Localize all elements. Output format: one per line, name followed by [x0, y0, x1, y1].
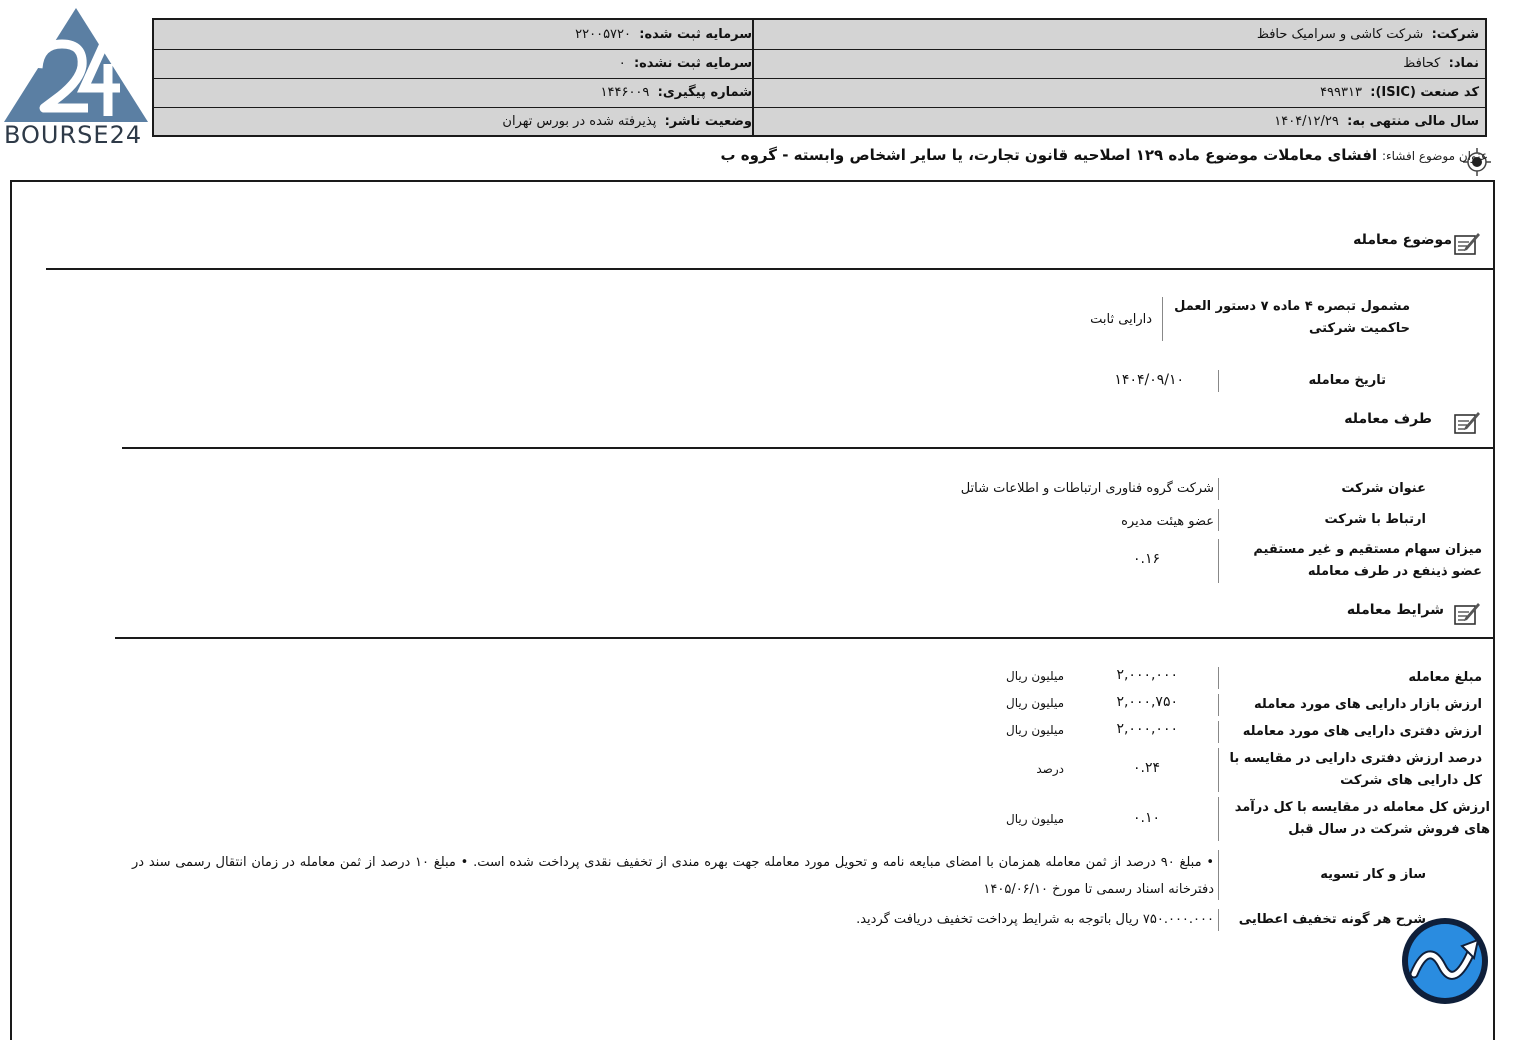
book-value-label: ارزش دفتری دارایی های مورد معامله [1242, 724, 1482, 739]
capital-registered-value: ۲۲۰۰۵۷۲۰ [575, 27, 631, 42]
company-label: شرکت: [1431, 27, 1479, 42]
field-separator [1218, 797, 1219, 841]
section-divider [122, 447, 1493, 449]
publisher-status-label: وضعیت ناشر: [664, 114, 752, 129]
disclosure-subject [720, 146, 1488, 164]
capital-registered-cell [154, 20, 758, 49]
capital-unregistered-value: ۰ [618, 56, 626, 71]
settlement-value: • مبلغ ۹۰ درصد از ثمن معامله همزمان با امضای مبایعه نامه و تحویل مورد معامله جهت بهره مندی از تخفیف نقدی پرداخت شده است. • مبلغ ۱۰ درصد از ثمن معامله در زمان انتقال رسمی سند در دفترخانه اسناد رسمی تا مورخ ۱۴۰۵/۰۶/۱۰ [132, 855, 1214, 897]
section-title-terms: شرایط معامله [1346, 602, 1444, 618]
publisher-status-value: پذیرفته شده در بورس تهران [502, 114, 657, 129]
logo-text: BOURSE24 [4, 121, 143, 149]
info-row [154, 107, 1485, 136]
capital-unregistered-label: سرمایه ثبت نشده: [633, 56, 752, 71]
tracking-label: شماره پیگیری: [657, 85, 752, 100]
revenue-ratio-value: ۰.۱۰ [1132, 810, 1160, 826]
subject-value: افشای معاملات موضوع ماده ۱۲۹ اصلاحیه قانون تجارت، یا سایر اشخاص وابسته - گروه ب [720, 146, 1378, 164]
field-separator [1218, 748, 1219, 792]
discount-label: شرح هر گونه تخفیف اعطایی [1238, 912, 1426, 927]
revenue-ratio-unit: میلیون ریال [1006, 812, 1064, 826]
book-value-unit: میلیون ریال [1006, 723, 1064, 737]
field-separator [1218, 478, 1219, 500]
transaction-date-value: ۱۴۰۴/۰۹/۱۰ [1114, 372, 1184, 388]
field-separator [1218, 539, 1219, 583]
edit-note-icon [1453, 230, 1481, 256]
transaction-date-label: تاریخ معامله [1308, 373, 1386, 388]
governance-value: دارایی ثابت [1090, 312, 1152, 327]
book-value-percent-unit: درصد [1036, 762, 1064, 776]
market-value-value: ۲,۰۰۰,۷۵۰ [1116, 694, 1178, 710]
field-separator [1218, 909, 1219, 931]
shares-label: میزان سهام مستقیم و غیر مستقیم عضو ذینفع در طرف معامله [1253, 542, 1482, 579]
edit-note-icon [1453, 409, 1481, 435]
symbol-cell [754, 49, 1485, 78]
party-company-value: شرکت گروه فناوری ارتباطات و اطلاعات شاتل [960, 481, 1214, 496]
amount-value: ۲,۰۰۰,۰۰۰ [1116, 667, 1178, 683]
fiscal-year-label: سال مالی منتهی به: [1347, 114, 1479, 129]
settlement-label: ساز و کار تسویه [1320, 867, 1426, 882]
publisher-status-cell [154, 107, 758, 136]
field-separator [1218, 694, 1219, 716]
field-separator [1218, 370, 1219, 392]
market-value-unit: میلیون ریال [1006, 696, 1064, 710]
capital-registered-label: سرمایه ثبت شده: [639, 27, 752, 42]
section-divider [46, 268, 1493, 270]
isic-value: ۴۹۹۳۱۳ [1320, 85, 1362, 100]
isic-cell [754, 78, 1485, 107]
trend-chart-badge-icon [1400, 916, 1490, 1006]
relation-label: ارتباط با شرکت [1324, 512, 1426, 527]
tracking-cell [154, 78, 758, 107]
field-separator [1218, 667, 1219, 689]
capital-unregistered-cell [154, 49, 758, 78]
amount-unit: میلیون ریال [1006, 669, 1064, 683]
subject-label: عنوان موضوع افشاء: [1381, 149, 1488, 163]
tracking-value: ۱۴۴۶۰۰۹ [600, 85, 650, 100]
book-value-percent-label: درصد ارزش دفتری دارایی در مقایسه با کل دارایی های شرکت [1229, 751, 1482, 788]
info-row [154, 49, 1485, 79]
section-title-party: طرف معامله [1344, 411, 1432, 427]
relation-value: عضو هیئت مدیره [1121, 514, 1214, 529]
section-title-subject: موضوع معامله [1353, 232, 1452, 248]
section-divider [115, 637, 1493, 639]
field-separator [1162, 297, 1163, 341]
edit-note-icon [1453, 600, 1481, 626]
book-value-percent-value: ۰.۲۴ [1132, 760, 1160, 776]
isic-label: کد صنعت (ISIC): [1370, 85, 1479, 100]
field-separator [1218, 509, 1219, 531]
market-value-label: ارزش بازار دارایی های مورد معامله [1254, 697, 1482, 712]
discount-value: ۷۵۰.۰۰۰.۰۰۰ ریال باتوجه به شرایط پرداخت تخفیف دریافت گردید. [856, 912, 1214, 927]
info-row [154, 78, 1485, 108]
shares-value: ۰.۱۶ [1132, 551, 1160, 567]
field-separator [1218, 721, 1219, 743]
revenue-ratio-label: ارزش کل معامله در مقایسه با کل درآمد های فروش شرکت در سال قبل [1234, 800, 1490, 837]
fiscal-year-cell [754, 107, 1485, 136]
party-company-label: عنوان شرکت [1341, 481, 1426, 496]
symbol-value: کحافظ [1403, 56, 1441, 71]
fiscal-year-value: ۱۴۰۴/۱۲/۲۹ [1274, 114, 1339, 129]
field-separator [1218, 850, 1219, 900]
symbol-label: نماد: [1448, 56, 1479, 71]
amount-label: مبلغ معامله [1408, 670, 1482, 685]
info-row [154, 20, 1485, 50]
company-value: شرکت کاشی و سرامیک حافظ [1256, 27, 1424, 42]
company-cell [754, 20, 1485, 49]
book-value-value: ۲,۰۰۰,۰۰۰ [1116, 721, 1178, 737]
governance-label: مشمول تبصره ۴ ماده ۷ دستور العمل حاکمیت شرکتی [1174, 299, 1410, 336]
company-info-table [152, 18, 1487, 137]
